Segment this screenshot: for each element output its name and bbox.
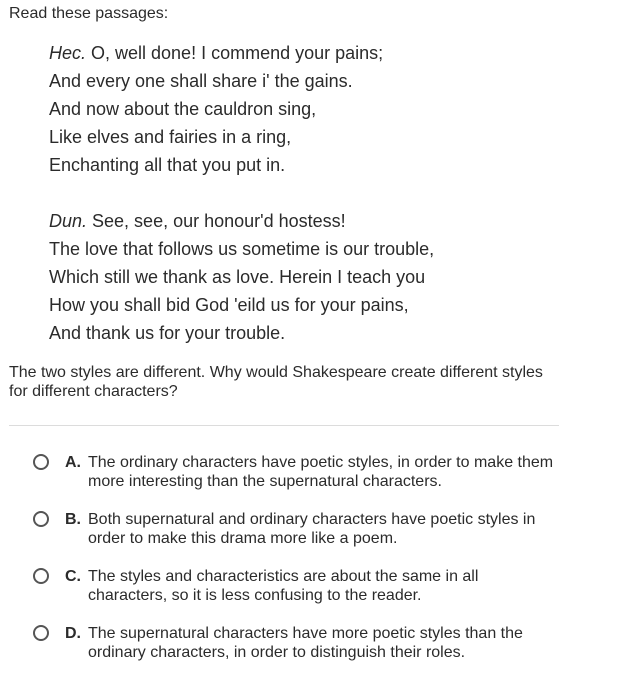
answer-option-a[interactable] <box>33 453 563 493</box>
passage-line: Enchanting all that you put in. <box>49 155 286 175</box>
passage-line-text: See, see, our honour'd hostess! <box>87 211 346 231</box>
option-letter: B. <box>65 511 81 528</box>
radio-button-d[interactable] <box>33 625 49 641</box>
radio-button-a[interactable] <box>33 454 49 470</box>
speaker-name: Dun. <box>49 211 88 231</box>
passage-duncan <box>49 207 434 347</box>
answer-option-b[interactable] <box>33 510 563 550</box>
passage-line-text: O, well done! I commend your pains; <box>86 43 384 63</box>
option-letter: A. <box>65 454 81 471</box>
instructions-text: Read these passages: <box>9 5 169 22</box>
passage-line: And every one shall share i' the gains. <box>49 71 353 91</box>
radio-button-c[interactable] <box>33 568 49 584</box>
option-letter: C. <box>65 568 81 585</box>
divider <box>9 425 559 426</box>
passage-line: Which still we thank as love. Herein I teach you <box>49 267 426 287</box>
passage-line: Like elves and fairies in a ring, <box>49 127 292 147</box>
question-text: The two styles are different. Why would Shakespeare create different styles for different characters? <box>9 364 543 400</box>
radio-button-b[interactable] <box>33 511 49 527</box>
option-text: The supernatural characters have more poetic styles than the ordinary characters, in order to distinguish their roles. <box>88 625 523 661</box>
option-text: The ordinary characters have poetic styles, in order to make them more interesting than the supernatural characters. <box>88 454 554 490</box>
option-text: The styles and characteristics are about the same in all characters, so it is less confusing to the reader. <box>88 568 479 604</box>
passage-line: And thank us for your trouble. <box>49 323 286 343</box>
passage-line: The love that follows us sometime is our trouble, <box>49 239 435 259</box>
passage-line: How you shall bid God 'eild us for your pains, <box>49 295 409 315</box>
answer-option-d[interactable] <box>33 624 563 664</box>
answer-option-c[interactable] <box>33 567 563 607</box>
passage-line <box>49 39 383 67</box>
speaker-name: Hec. <box>49 43 87 63</box>
passage-hecate <box>49 39 383 179</box>
passage-line <box>49 207 434 235</box>
passage-line: And now about the cauldron sing, <box>49 99 317 119</box>
option-text: Both supernatural and ordinary characters have poetic styles in order to make this drama more like a poem. <box>88 511 536 547</box>
option-letter: D. <box>65 625 81 642</box>
